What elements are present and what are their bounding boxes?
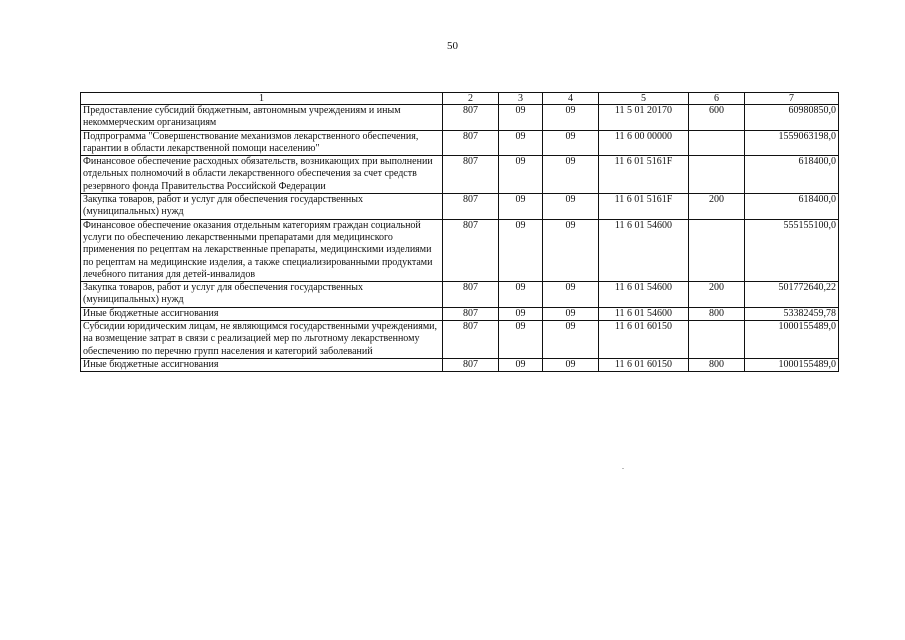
row-amount: 60980850,0 — [745, 105, 839, 131]
row-subsection: 09 — [543, 156, 599, 194]
row-target-code: 11 6 01 60150 — [599, 321, 689, 359]
table-row — [81, 130, 839, 156]
row-expense-type — [689, 130, 745, 156]
row-subsection: 09 — [543, 307, 599, 320]
row-target-code: 11 6 01 54600 — [599, 219, 689, 281]
row-name: Субсидии юридическим лицам, не являющимся государственными учреждениями, на возмещение затрат в связи с реализацией мер по льготному лекарственному обеспечению по перечню групп населения и категорий заболеваний — [81, 321, 443, 359]
row-section: 09 — [499, 194, 543, 220]
row-expense-type — [689, 156, 745, 194]
row-grbs: 807 — [443, 194, 499, 220]
row-target-code: 11 6 01 60150 — [599, 358, 689, 371]
row-name: Иные бюджетные ассигнования — [81, 358, 443, 371]
row-amount: 53382459,78 — [745, 307, 839, 320]
header-row — [81, 93, 839, 105]
row-target-code: 11 6 01 5161F — [599, 194, 689, 220]
row-subsection: 09 — [543, 282, 599, 308]
row-section: 09 — [499, 130, 543, 156]
table-row — [81, 219, 839, 281]
scan-speck — [622, 468, 624, 469]
row-section: 09 — [499, 358, 543, 371]
table-row — [81, 282, 839, 308]
row-target-code: 11 5 01 20170 — [599, 105, 689, 131]
row-section: 09 — [499, 156, 543, 194]
table-header — [81, 93, 839, 105]
row-expense-type — [689, 219, 745, 281]
row-amount: 618400,0 — [745, 194, 839, 220]
row-expense-type: 200 — [689, 282, 745, 308]
row-name: Подпрограмма "Совершенствование механизмов лекарственного обеспечения, гарантии в области лекарственной помощи населению" — [81, 130, 443, 156]
row-expense-type: 800 — [689, 307, 745, 320]
row-name: Финансовое обеспечение оказания отдельным категориям граждан социальной услуги по обеспечению лекарственными препаратами для медицинского применения по рецептам на лекарственные препараты, медицинскими изделиями по рецептам на медицинские изделия, а также специализированными продуктами лечебного питания для детей-инвалидов — [81, 219, 443, 281]
column-header: 6 — [689, 93, 745, 105]
row-amount: 1000155489,0 — [745, 321, 839, 359]
row-amount: 1559063198,0 — [745, 130, 839, 156]
row-target-code: 11 6 01 5161F — [599, 156, 689, 194]
row-subsection: 09 — [543, 194, 599, 220]
row-subsection: 09 — [543, 130, 599, 156]
row-grbs: 807 — [443, 219, 499, 281]
page-number: 50 — [447, 40, 458, 52]
row-grbs: 807 — [443, 156, 499, 194]
row-section: 09 — [499, 321, 543, 359]
row-name: Закупка товаров, работ и услуг для обеспечения государственных (муниципальных) нужд — [81, 194, 443, 220]
row-amount: 555155100,0 — [745, 219, 839, 281]
column-header: 5 — [599, 93, 689, 105]
row-name: Предоставление субсидий бюджетным, автономным учреждениям и иным некоммерческим организациям — [81, 105, 443, 131]
table-row — [81, 105, 839, 131]
row-section: 09 — [499, 307, 543, 320]
budget-table — [80, 92, 839, 372]
row-section: 09 — [499, 105, 543, 131]
table-row — [81, 156, 839, 194]
row-subsection: 09 — [543, 321, 599, 359]
row-name: Закупка товаров, работ и услуг для обеспечения государственных (муниципальных) нужд — [81, 282, 443, 308]
table-row — [81, 358, 839, 371]
row-amount: 1000155489,0 — [745, 358, 839, 371]
column-header: 1 — [81, 93, 443, 105]
row-subsection: 09 — [543, 105, 599, 131]
row-amount: 618400,0 — [745, 156, 839, 194]
row-target-code: 11 6 01 54600 — [599, 307, 689, 320]
row-grbs: 807 — [443, 307, 499, 320]
column-header: 4 — [543, 93, 599, 105]
table-row — [81, 307, 839, 320]
row-name: Финансовое обеспечение расходных обязательств, возникающих при выполнении отдельных полномочий в области лекарственного обеспечения за счет средств резервного фонда Правительства Российской Федерации — [81, 156, 443, 194]
column-header: 7 — [745, 93, 839, 105]
table-row — [81, 194, 839, 220]
row-section: 09 — [499, 282, 543, 308]
row-amount: 501772640,22 — [745, 282, 839, 308]
row-name: Иные бюджетные ассигнования — [81, 307, 443, 320]
row-section: 09 — [499, 219, 543, 281]
row-grbs: 807 — [443, 105, 499, 131]
row-grbs: 807 — [443, 321, 499, 359]
row-expense-type: 800 — [689, 358, 745, 371]
row-target-code: 11 6 00 00000 — [599, 130, 689, 156]
row-subsection: 09 — [543, 358, 599, 371]
row-subsection: 09 — [543, 219, 599, 281]
column-header: 3 — [499, 93, 543, 105]
row-target-code: 11 6 01 54600 — [599, 282, 689, 308]
row-expense-type: 200 — [689, 194, 745, 220]
row-grbs: 807 — [443, 358, 499, 371]
row-expense-type: 600 — [689, 105, 745, 131]
row-grbs: 807 — [443, 282, 499, 308]
row-grbs: 807 — [443, 130, 499, 156]
row-expense-type — [689, 321, 745, 359]
column-header: 2 — [443, 93, 499, 105]
table-row — [81, 321, 839, 359]
